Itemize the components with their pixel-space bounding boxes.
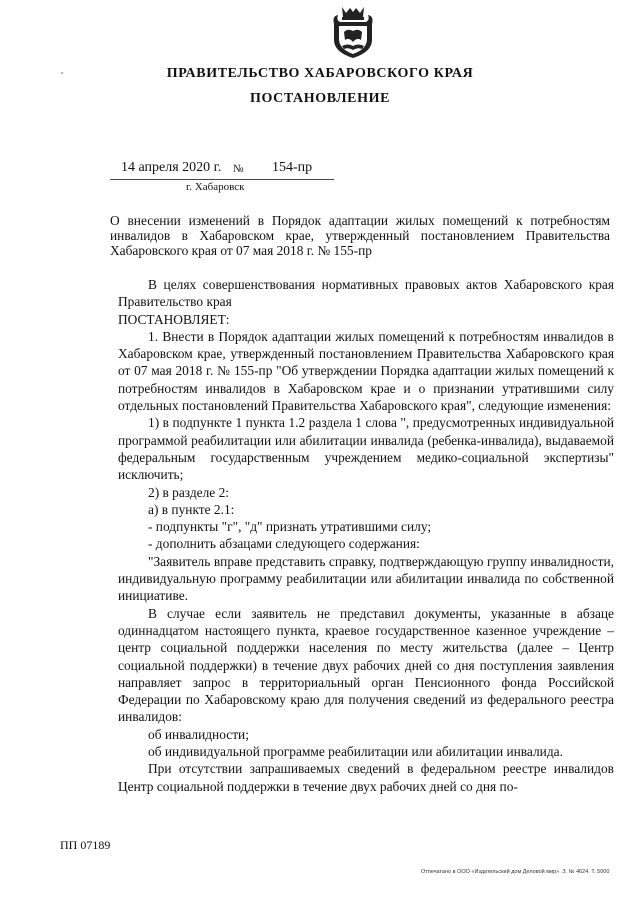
document-date: 14 апреля 2020 г. bbox=[121, 160, 222, 175]
quote-paragraph-2: В случае если заявитель не представил документы, указанные в абзаце одиннадцатом настоящего пункта, краевое государственное казенное учреждение – центр социальной поддержки населения по месту жительства (далее – Центр социальной поддержки) в течение двух рабочих дней со дня поступления заявления направляет запрос в территориальный орган Пенсионного фонда Российской Федерации по Хабаровскому краю для получения сведений из федерального реестра инвалидов: bbox=[118, 605, 614, 725]
list-item-1: об инвалидности; bbox=[148, 726, 249, 742]
coat-of-arms-icon bbox=[328, 4, 378, 62]
document-number: 154-пр bbox=[272, 160, 313, 175]
document-type-title: ПОСТАНОВЛЕНИЕ bbox=[249, 91, 391, 106]
document-body bbox=[118, 276, 614, 795]
item-1-2a-line: а) в пункте 2.1: bbox=[148, 501, 235, 517]
quote-paragraph-3: При отсутствии запрашиваемых сведений в федеральном реестре инвалидов Центр социальной поддержки в течение двух рабочих дней со дня по- bbox=[118, 761, 614, 794]
document-city: г. Хабаровск bbox=[186, 181, 245, 193]
list-item-2: об индивидуальной программе реабилитации или абилитации инвалида. bbox=[148, 744, 563, 760]
item-1-paragraph: 1. Внести в Порядок адаптации жилых помещений к потребностям инвалидов в Хабаровском крае, утвержденный постановлением Правительства Хабаровского края от 07 мая 2018 г. № 155-пр "Об утверждении Порядка адаптации жилых помещений к потребностям инвалидов в Хабаровском крае и о признании утратившими силу отдельных постановлений Правительства Хабаровского края", следующие изменения: bbox=[118, 328, 614, 414]
item-1-1-paragraph: 1) в подпункте 1 пункта 1.2 раздела 1 слова ", предусмотренных индивидуальной программой реабилитации или абилитации инвалида (ребенка-инвалида), выдаваемой федеральным государственным учреждением медико-социальной экспертизы" исключить; bbox=[118, 415, 614, 483]
dash-item-1: - подпункты "г", "д" признать утратившими силу; bbox=[148, 519, 432, 535]
document-subject: О внесении изменений в Порядок адаптации жилых помещений к потребностям инвалидов в Хабаровском крае, утвержденный постановлением Правительства Хабаровского края от 07 мая 2018 г. № 155-пр bbox=[110, 213, 610, 258]
footer-code: ПП 07189 bbox=[60, 838, 111, 852]
date-number-underline bbox=[110, 179, 334, 180]
dash-item-2: - дополнить абзацами следующего содержания: bbox=[148, 536, 420, 552]
resolves-line: ПОСТАНОВЛЯЕТ: bbox=[118, 311, 230, 327]
print-note: Отпечатано в ООО «Издательский дом Деловой мир». З. № 4624. Т. 5000 bbox=[421, 869, 610, 875]
organization-title: ПРАВИТЕЛЬСТВО ХАБАРОВСКОГО КРАЯ bbox=[166, 66, 474, 81]
preamble-paragraph: В целях совершенствования нормативных правовых актов Хабаровского края Правительство края bbox=[118, 277, 614, 310]
quote-paragraph-1: "Заявитель вправе представить справку, подтверждающую группу инвалидности, индивидуальную программу реабилитации или абилитации инвалида по собственной инициативе. bbox=[118, 553, 614, 604]
number-label: № bbox=[233, 163, 244, 175]
item-1-2-line: 2) в разделе 2: bbox=[148, 484, 230, 500]
